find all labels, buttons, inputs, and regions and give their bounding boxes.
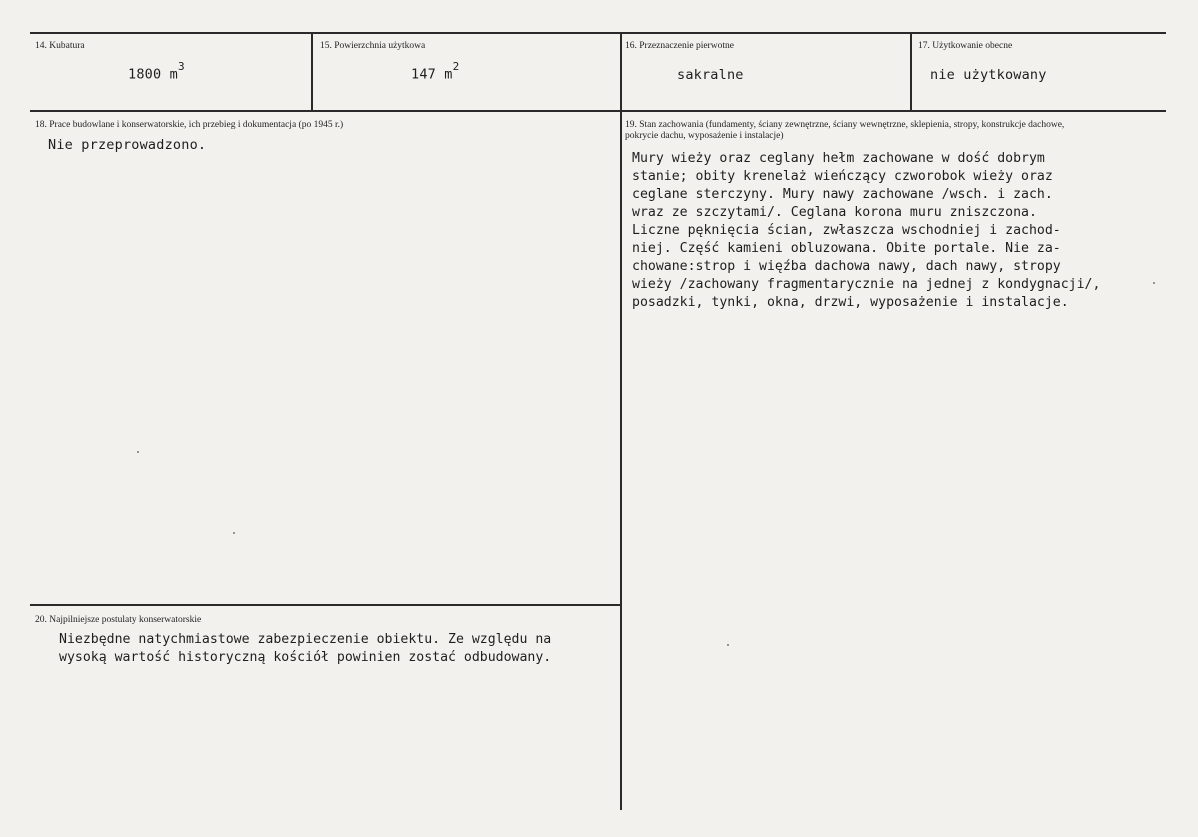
field-19-label-line2: pokrycie dachu, wyposażenie i instalacje) xyxy=(625,131,784,141)
field-15-label: 15. Powierzchnia użytkowa xyxy=(320,41,426,51)
field-18-label: 18. Prace budowlane i konserwatorskie, ich przebieg i dokumentacja (po 1945 r.) xyxy=(35,120,344,130)
rule-top xyxy=(30,32,1166,34)
field-19-label-line1: 19. Stan zachowania (fundamenty, ściany zewnętrzne, ściany wewnętrzne, sklepienia, stropy, konstrukcje dachowe, xyxy=(625,120,1065,130)
field-16-value: sakralne xyxy=(677,67,744,83)
field-19-line: niej. Część kamieni obluzowana. Obite portale. Nie za- xyxy=(632,241,1061,256)
field-20-label: 20. Najpilniejsze postulaty konserwatorskie xyxy=(35,615,202,625)
field-19-line: chowane:strop i więźba dachowa nawy, dach nawy, stropy xyxy=(632,259,1061,274)
field-14-value xyxy=(128,60,185,83)
field-14-label: 14. Kubatura xyxy=(35,41,85,51)
rule-row2 xyxy=(30,604,622,606)
field-16-label: 16. Przeznaczenie pierwotne xyxy=(625,41,734,51)
field-20-line: wysoką wartość historyczną kościół powinien zostać odbudowany. xyxy=(59,650,552,665)
field-19-line: Mury wieży oraz ceglany hełm zachowane w dość dobrym xyxy=(632,151,1045,166)
rule-col2 xyxy=(620,33,622,810)
field-19-line: posadzki, tynki, okna, drzwi, wyposażenie i instalacje. xyxy=(632,295,1069,310)
field-18-value: Nie przeprowadzono. xyxy=(48,137,207,153)
field-17-value: nie użytkowany xyxy=(930,67,1047,83)
paper-speck xyxy=(233,532,235,534)
paper-speck xyxy=(1153,282,1155,284)
field-15-number: 147 m xyxy=(411,66,453,83)
field-19-line: wieży /zachowany fragmentarycznie na jednej z kondygnacji/, xyxy=(632,277,1101,292)
field-20-line: Niezbędne natychmiastowe zabezpieczenie obiektu. Ze względu na xyxy=(59,632,552,647)
field-19-line: wraz ze szczytami/. Ceglana korona muru zniszczona. xyxy=(632,205,1037,220)
field-14-unit-exponent: 3 xyxy=(177,60,185,73)
field-17-label: 17. Użytkowanie obecne xyxy=(918,41,1013,51)
rule-col3 xyxy=(910,33,912,111)
rule-row1 xyxy=(30,110,1166,112)
field-19-line: Liczne pęknięcia ścian, zwłaszcza wschodniej i zachod- xyxy=(632,223,1061,238)
field-19-line: ceglane sterczyny. Mury nawy zachowane /wsch. i zach. xyxy=(632,187,1053,202)
field-14-number: 1800 m xyxy=(128,66,178,83)
field-15-unit-exponent: 2 xyxy=(452,60,460,73)
paper-speck xyxy=(137,451,139,453)
paper-speck xyxy=(727,644,729,646)
rule-col1 xyxy=(311,33,313,111)
field-15-value xyxy=(411,60,460,83)
field-19-line: stanie; obity krenelaż wieńczący czworobok wieży oraz xyxy=(632,169,1053,184)
